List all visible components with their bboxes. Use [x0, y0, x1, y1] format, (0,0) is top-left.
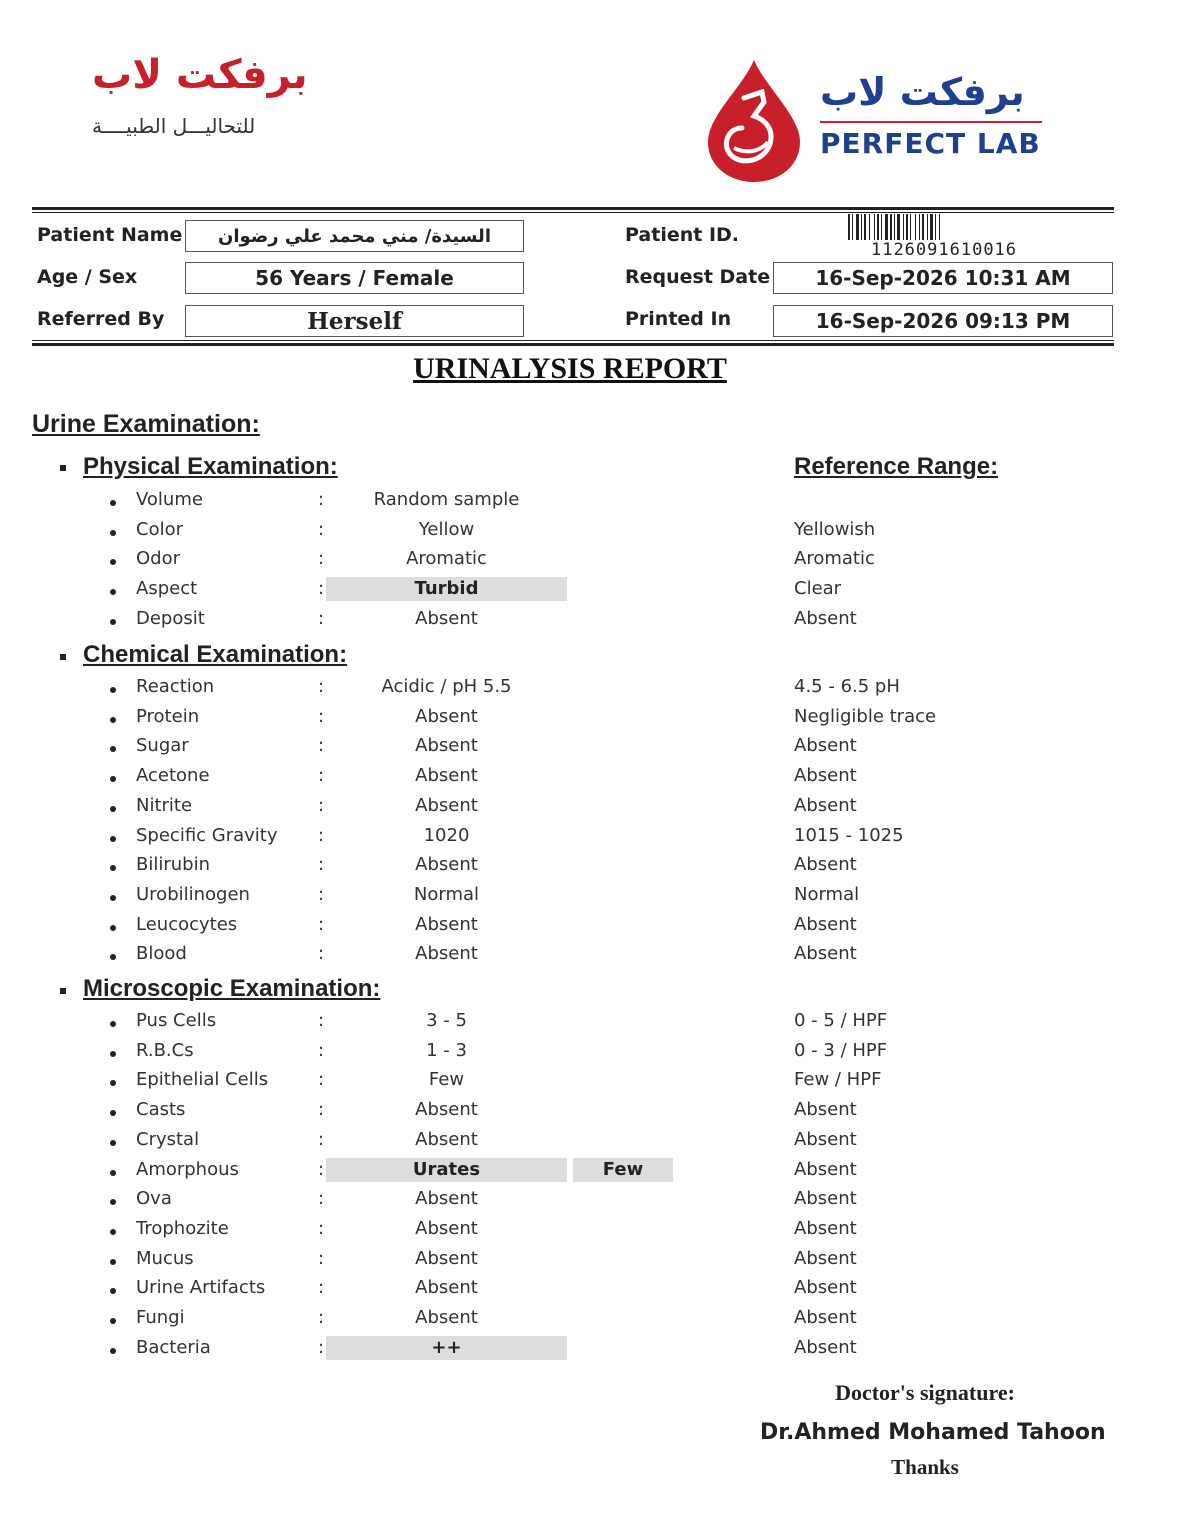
patient-id-number: 1126091610016 [870, 240, 1018, 260]
test-name: Leucocytes [136, 913, 238, 935]
test-result: Absent [415, 607, 478, 629]
patient-id-barcode-icon [834, 214, 1054, 242]
reference-range: Absent [794, 1099, 857, 1121]
referred-by-label: Referred By [37, 308, 165, 330]
row-colon: : [318, 1128, 325, 1150]
test-result: ++ [326, 1336, 567, 1360]
row-colon: : [318, 854, 325, 876]
test-name: Color [136, 518, 183, 540]
test-name: R.B.Cs [136, 1039, 194, 1061]
row-bullet [110, 806, 116, 812]
result-row [0, 1187, 1100, 1217]
reference-range: Absent [794, 1336, 857, 1358]
reference-range: 4.5 - 6.5 pH [794, 676, 900, 697]
result-row [0, 518, 1100, 548]
test-name: Fungi [136, 1307, 185, 1328]
result-row [0, 913, 1100, 943]
printed-in-field: 16-Sep-2026 09:13 PM [773, 305, 1113, 337]
test-name: Epithelial Cells [136, 1069, 269, 1091]
result-row [0, 1039, 1100, 1069]
row-colon: : [318, 765, 325, 787]
test-result: Urates [326, 1158, 567, 1182]
result-row [0, 794, 1100, 824]
row-bullet [110, 1229, 116, 1235]
reference-range: Normal [794, 883, 860, 905]
logo-text-arabic: برفكت لاب [820, 70, 1025, 114]
test-result: Acidic / pH 5.5 [381, 676, 512, 697]
test-result: Absent [415, 794, 478, 816]
row-bullet [110, 687, 116, 693]
row-colon: : [318, 794, 325, 816]
test-name: Protein [136, 705, 200, 727]
reference-range: 1015 - 1025 [794, 824, 904, 846]
row-bullet [110, 1288, 116, 1294]
reference-range: Absent [794, 1247, 857, 1269]
result-row [0, 577, 1100, 607]
test-result: Absent [415, 1247, 478, 1269]
reference-range: Negligible trace [794, 705, 937, 727]
patient-name-label: Patient Name [37, 224, 183, 246]
reference-range: Absent [794, 735, 857, 757]
info-bottom-rule [32, 343, 1114, 346]
test-result: Turbid [326, 577, 567, 601]
reference-range-heading: Reference Range: [794, 453, 999, 480]
reference-range: Absent [794, 1128, 857, 1150]
test-name: Volume [136, 489, 203, 510]
row-colon: : [318, 883, 325, 905]
row-bullet [110, 836, 116, 842]
info-bottom-rule-thin [32, 340, 1114, 341]
reference-range: Few / HPF [794, 1069, 882, 1091]
test-result: Absent [415, 705, 478, 727]
test-name: Reaction [136, 676, 215, 697]
result-row [0, 824, 1100, 854]
test-name: Bilirubin [136, 854, 210, 876]
test-result: Absent [415, 1307, 478, 1328]
reference-range: Absent [794, 1307, 857, 1328]
row-colon: : [318, 1336, 325, 1358]
row-colon: : [318, 705, 325, 727]
test-name: Crystal [136, 1128, 200, 1150]
row-bullet [110, 1348, 116, 1354]
reference-range: Clear [794, 578, 842, 600]
row-bullet [110, 1318, 116, 1324]
row-colon: : [318, 676, 325, 697]
request-date-field: 16-Sep-2026 10:31 AM [773, 262, 1113, 294]
patient-name-field: السيدة/ مني محمد علي رضوان [185, 220, 524, 252]
test-name: Ova [136, 1188, 172, 1210]
row-colon: : [318, 1307, 325, 1328]
urine-examination-heading: Urine Examination: [32, 410, 260, 438]
blood-drop-logo-icon [704, 58, 804, 184]
test-result: Absent [415, 943, 478, 965]
row-bullet [110, 530, 116, 536]
test-name: Acetone [136, 765, 210, 787]
reference-range: Absent [794, 854, 857, 876]
reference-range: Yellowish [794, 518, 876, 540]
row-bullet [110, 717, 116, 723]
test-result: Random sample [373, 489, 520, 510]
info-top-rule [32, 207, 1114, 210]
patient-id-label: Patient ID. [625, 224, 739, 246]
reference-range: 0 - 5 / HPF [794, 1010, 888, 1031]
test-name: Odor [136, 548, 181, 570]
test-result: Absent [415, 765, 478, 787]
result-row [0, 1098, 1100, 1128]
reference-range: Absent [794, 1188, 857, 1210]
doctor-name: Dr.Ahmed Mohamed Tahoon [760, 1420, 1106, 1445]
result-row [0, 1009, 1100, 1039]
result-row [0, 883, 1100, 913]
test-result: Absent [415, 735, 478, 757]
age-sex-label: Age / Sex [37, 266, 138, 288]
thanks-text: Thanks [891, 1455, 959, 1479]
result-row [0, 705, 1100, 735]
test-name: Sugar [136, 735, 189, 757]
reference-range: Aromatic [794, 548, 875, 570]
test-name: Nitrite [136, 794, 193, 816]
result-row [0, 607, 1100, 637]
row-colon: : [318, 1039, 325, 1061]
result-row [0, 675, 1100, 705]
test-result: 3 - 5 [426, 1010, 467, 1031]
test-result: Absent [415, 854, 478, 876]
test-name: Specific Gravity [136, 824, 278, 846]
row-colon: : [318, 1010, 325, 1031]
physical-bullet [60, 465, 66, 471]
test-name: Urine Artifacts [136, 1277, 266, 1299]
row-bullet [110, 619, 116, 625]
printed-in-label: Printed In [625, 308, 732, 330]
test-name: Bacteria [136, 1336, 211, 1358]
reference-range: Absent [794, 1277, 857, 1299]
test-name: Deposit [136, 607, 205, 629]
row-bullet [110, 1080, 116, 1086]
test-name: Trophozite [136, 1217, 229, 1239]
reference-range: 0 - 3 / HPF [794, 1039, 888, 1061]
row-colon: : [318, 1099, 325, 1121]
test-result: 1 - 3 [426, 1039, 467, 1061]
test-result: Absent [415, 1188, 478, 1210]
row-bullet [110, 559, 116, 565]
row-colon: : [318, 1247, 325, 1269]
result-row [0, 547, 1100, 577]
test-result: Absent [415, 1217, 478, 1239]
test-name: Urobilinogen [136, 883, 250, 905]
row-bullet [110, 1110, 116, 1116]
row-colon: : [318, 824, 325, 846]
chemical-examination-heading: Chemical Examination: [83, 641, 348, 668]
result-row [0, 1158, 1100, 1188]
reference-range: Absent [794, 1158, 857, 1180]
logo-text-english: PERFECT LAB [820, 127, 1041, 160]
test-result: Absent [415, 1128, 478, 1150]
report-title: URINALYSIS REPORT [413, 352, 727, 385]
result-row [0, 942, 1100, 972]
result-row [0, 1247, 1100, 1277]
row-bullet [110, 1051, 116, 1057]
row-bullet [110, 1021, 116, 1027]
row-colon: : [318, 1277, 325, 1299]
result-row [0, 1336, 1100, 1366]
age-sex-field: 56 Years / Female [185, 262, 524, 294]
row-colon: : [318, 578, 325, 600]
test-name: Aspect [136, 578, 198, 600]
brand-name-arabic: برفكت لاب [92, 52, 308, 98]
reference-range: Absent [794, 1217, 857, 1239]
row-bullet [110, 746, 116, 752]
reference-range: Absent [794, 794, 857, 816]
result-row [0, 1128, 1100, 1158]
test-result: 1020 [423, 824, 470, 846]
signature-label: Doctor's signature: [835, 1380, 1015, 1405]
microscopic-examination-heading: Microscopic Examination: [83, 975, 381, 1002]
row-bullet [110, 954, 116, 960]
test-name: Pus Cells [136, 1010, 217, 1031]
test-name: Mucus [136, 1247, 194, 1269]
row-bullet [110, 865, 116, 871]
result-row [0, 764, 1100, 794]
row-colon: : [318, 489, 325, 510]
test-result: Absent [415, 1277, 478, 1299]
test-result: Aromatic [406, 548, 487, 570]
microscopic-bullet [60, 988, 66, 994]
row-colon: : [318, 1158, 325, 1180]
reference-range: Absent [794, 607, 857, 629]
referred-by-field: Herself [185, 305, 524, 337]
row-colon: : [318, 1069, 325, 1091]
row-bullet [110, 1170, 116, 1176]
reference-range: Absent [794, 913, 857, 935]
row-bullet [110, 1259, 116, 1265]
row-bullet [110, 500, 116, 506]
test-result: Absent [415, 1099, 478, 1121]
row-colon: : [318, 548, 325, 570]
result-row [0, 853, 1100, 883]
row-colon: : [318, 1188, 325, 1210]
test-name: Amorphous [136, 1158, 239, 1180]
row-colon: : [318, 607, 325, 629]
result-row [0, 734, 1100, 764]
request-date-label: Request Date [625, 266, 771, 288]
row-bullet [110, 589, 116, 595]
test-result: Normal [413, 883, 480, 905]
brand-subtitle-arabic: للتحاليـــل الطبيــــة [92, 114, 256, 138]
chemical-bullet [60, 654, 66, 660]
result-row [0, 1217, 1100, 1247]
reference-range: Absent [794, 943, 857, 965]
row-bullet [110, 1140, 116, 1146]
reference-range: Absent [794, 765, 857, 787]
info-top-rule-thin [32, 212, 1114, 213]
result-row [0, 1068, 1100, 1098]
row-colon: : [318, 943, 325, 965]
test-result: Few [428, 1069, 465, 1091]
logo-divider [820, 121, 1042, 123]
row-colon: : [318, 518, 325, 540]
physical-examination-heading: Physical Examination: [83, 453, 338, 480]
result-row [0, 1276, 1100, 1306]
row-colon: : [318, 913, 325, 935]
row-bullet [110, 895, 116, 901]
result-row [0, 488, 1100, 518]
test-result-extra: Few [573, 1158, 673, 1182]
row-bullet [110, 776, 116, 782]
test-name: Casts [136, 1099, 186, 1121]
row-bullet [110, 1199, 116, 1205]
row-colon: : [318, 735, 325, 757]
test-name: Blood [136, 943, 187, 965]
test-result: Yellow [418, 518, 475, 540]
result-row [0, 1306, 1100, 1336]
row-bullet [110, 925, 116, 931]
test-result: Absent [415, 913, 478, 935]
row-colon: : [318, 1217, 325, 1239]
